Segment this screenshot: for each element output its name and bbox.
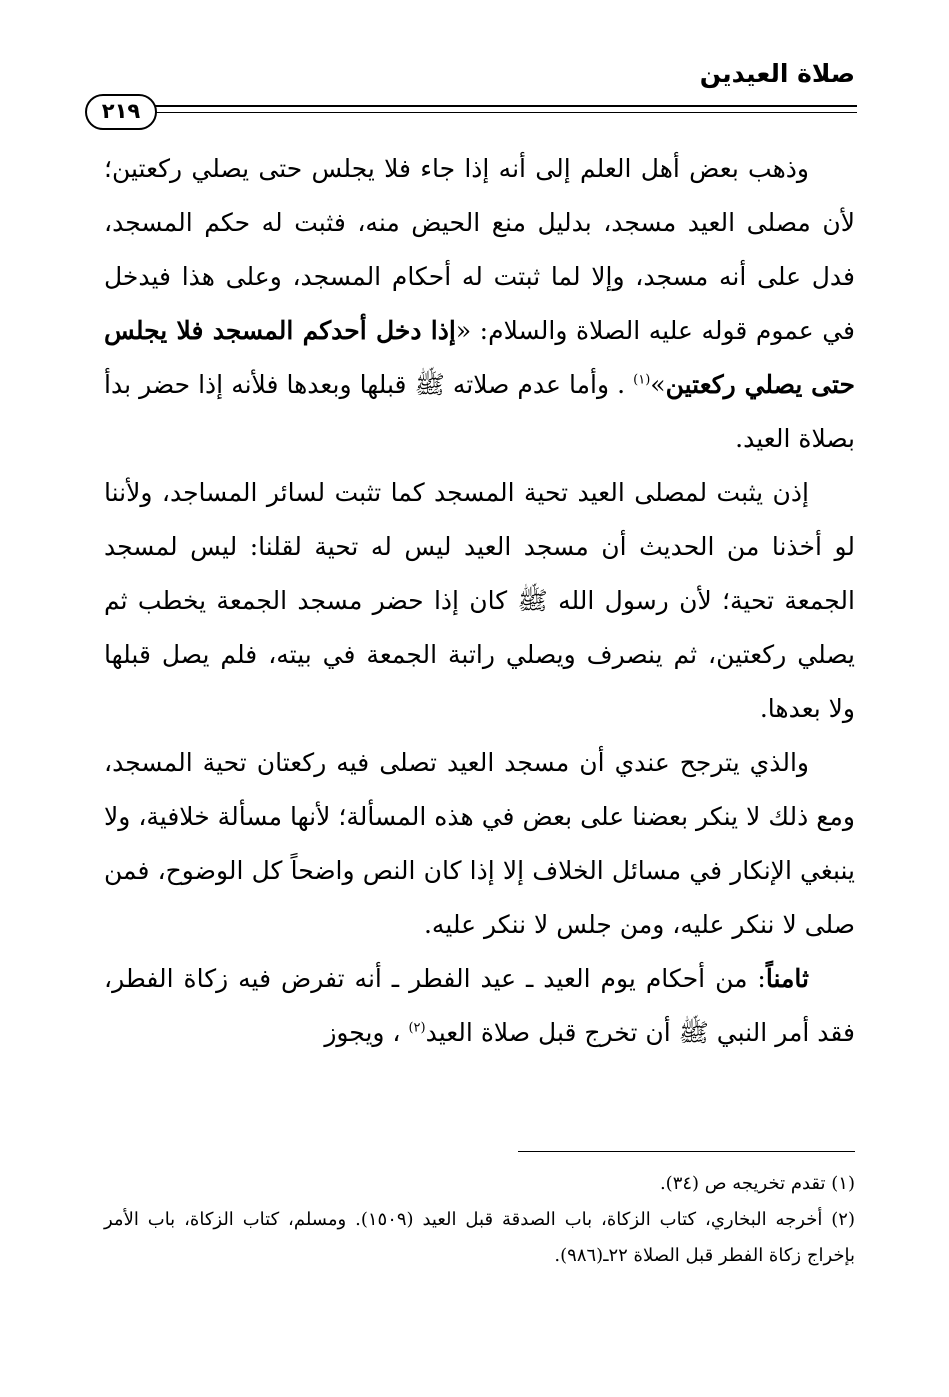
footnote-ref-2: (٢): [408, 1020, 426, 1036]
paragraph-4-lead: ثامناً: [765, 964, 809, 993]
paragraph-1: [104, 142, 855, 466]
main-text: [104, 142, 855, 1060]
header-rule: [150, 105, 857, 107]
footnotes: [104, 1166, 855, 1274]
paragraph-2: [104, 466, 855, 736]
paragraph-1-text: وذهب بعض أهل العلم إلى أنه إذا جاء فلا يجلس حتى يصلي ركعتين؛ لأن مصلى العيد مسجد، بدليل منع الحيض منه، فثبت له حكم المسجد، فدل على أنه مسجد، وإلا لما ثبتت له أحكام المسجد، وعلى هذا فيدخل في عموم قوله عليه الصلاة والسلام: «: [104, 154, 855, 345]
paragraph-1-tail: . وأما عدم صلاته ﷺ قبلها وبعدها فلأنه إذا حضر بدأ بصلاة العيد.: [104, 370, 855, 453]
paragraph-4-text: : من أحكام يوم العيد ـ عيد الفطر ـ أنه تفرض فيه زكاة الفطر، فقد أمر النبي ﷺ أن تخرج قبل صلاة العيد: [104, 964, 855, 1047]
footnote-separator: [518, 1151, 855, 1152]
page-number: ٢١٩: [85, 94, 157, 130]
hadith-quote: إذا دخل أحدكم المسجد فلا يجلس حتى يصلي ركعتين: [104, 316, 855, 399]
footnote-ref-1: (١): [633, 372, 651, 388]
header-rule-thin: [150, 112, 857, 113]
running-title: صلاة العيدين: [699, 59, 855, 88]
paragraph-3: [104, 736, 855, 952]
paragraph-4-tail: ، ويجوز: [324, 1018, 409, 1047]
quote-close: »: [650, 370, 666, 399]
footnote-2: (٢) أخرجه البخاري، كتاب الزكاة، باب الصدقة قبل العيد (١٥٠٩). ومسلم، كتاب الزكاة، باب الأمر بإخراج زكاة الفطر قبل الصلاة ٢٢ـ(٩٨٦).: [104, 1209, 855, 1266]
paragraph-4: [104, 952, 855, 1060]
paragraph-2-text: إذن يثبت لمصلى العيد تحية المسجد كما تثبت لسائر المساجد، ولأننا لو أخذنا من الحديث أن مسجد العيد ليس له تحية لقلنا: ليس لمسجد الجمعة تحية؛ لأن رسول الله ﷺ كان إذا حضر مسجد الجمعة يخطب ثم يصلي ركعتين، ثم ينصرف ويصلي راتبة الجمعة في بيته، فلم يصل قبلها ولا بعدها.: [104, 478, 855, 723]
footnote-1: (١) تقدم تخريجه ص (٣٤).: [659, 1173, 855, 1194]
paragraph-3-text: والذي يترجح عندي أن مسجد العيد تصلى فيه ركعتان تحية المسجد، ومع ذلك لا ينكر بعضنا على بعض في هذه المسألة؛ لأنها مسألة خلافية، ولا ينبغي الإنكار في مسائل الخلاف إلا إذا كان النص واضحاً كل الوضوح، فمن صلى لا ننكر عليه، ومن جلس لا ننكر عليه.: [104, 748, 855, 939]
